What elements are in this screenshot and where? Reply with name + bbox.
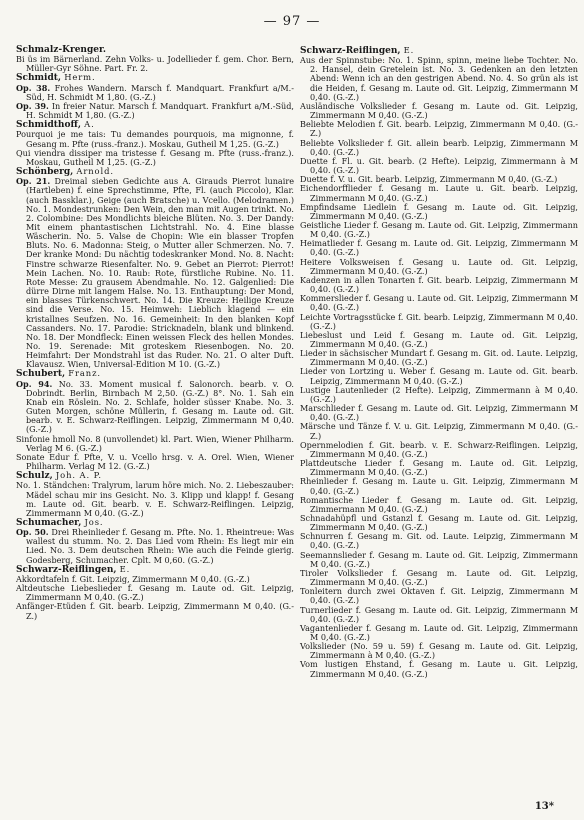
composer-name: Schönberg, (16, 167, 74, 178)
catalog-item: Vagantenlieder f. Gesang m. Laute od. Git. Leipzig, Zimmermann M 0,40. (G.-Z.) (300, 622, 578, 642)
opus-number: Op. 94. (16, 378, 53, 389)
catalog-item: Plattdeutsche Lieder f. Gesang m. Laute od. Git. Leipzig, Zimmermann M 0,40. (G.-Z.) (300, 458, 578, 478)
catalog-entry (16, 167, 294, 369)
catalog-item: Duette f. V. u. Git. bearb. Leipzig, Zimmermann M 0,40. (G.-Z.) (300, 174, 558, 185)
catalog-entry (16, 73, 294, 120)
right-column (300, 46, 578, 679)
composer-name: Schmidt, (16, 73, 62, 84)
catalog-item: Kommerslieder f. Gesang u. Laute od. Git. Leipzig, Zimmermann M 0,40. (G.-Z.) (300, 293, 578, 313)
catalog-item: Bi üs im Bärnerland. Zehn Volks- u. Jodellieder f. gem. Chor. Bern, Müller-Gyr Söhne. Part. Fr. 2. (16, 54, 294, 74)
catalog-item: Turnerlieder f. Gesang m. Laute od. Git. Leipzig, Zimmermann M 0,40. (G.-Z.) (300, 604, 578, 624)
composer-given-name: Jos. (84, 516, 104, 527)
catalog-item: Op. 38. Frohes Wandern. Marsch f. Mandquart. Frankfurt a/M.-Süd, H. Schmidt M 1,80. (G.-Z.) (16, 82, 294, 102)
catalog-item: Romantische Lieder f. Gesang m. Laute od. Git. Leipzig, Zimmermann M 0,40. (G.-Z.) (300, 494, 578, 514)
composer-name: Schwarz-Reiflingen, (300, 46, 401, 56)
catalog-item: Geistliche Lieder f. Gesang m. Laute od. Git. Leipzig, Zimmermann M 0,40. (G.-Z.) (300, 219, 578, 240)
composer-name: Schumacher, (16, 517, 82, 528)
catalog-item: Anfänger-Etüden f. Git. bearb. Leipzig, Zimmermann M 0,40. (G.-Z.) (16, 601, 294, 621)
catalog-item: Märsche und Tänze f. V. u. Git. Leipzig, Zimmermann M 0,40. (G.-Z.) (300, 421, 578, 441)
catalog-item: Tonleitern durch zwei Oktaven f. Git. Leipzig, Zimmermann M 0,40. (G.-Z.) (300, 586, 578, 606)
catalog-item: Op. 21. Dreimal sieben Gedichte aus A. Girauds Pierrot lunaire (Hartleben) f. eine Sprechstimme, Pfte, Fl. (auch Piccolo), Klar. (auch Bassklar.), Geige (auch Bratsche) u. Vcello. (Melodramen.) No. 1. Mondestrunken: Den Wein, den man mit Augen trinkt. No. 2. Colombine: Des Mondlichts bleiche Blüten. No. 3. Der Dandy: Mit einem phantastischen Lichtstrahl. No. 4. Eine blasse Wäscherin. No. 5. Valse de Chopin: Wie ein blasser Tropfen Bluts. No. 6. Madonna: Steig, o Mutter aller Schmerzen. No. 7. Der kranke Mond: Du nächtig todeskranker Mond. No. 8. Nacht: Finstre schwarze Riesenfalter. No. 9. Gebet an Pierrot: Pierrot! Mein Lachen. No. 10. Raub: Rote, fürstliche Rubine. No. 11. Rote Messe: Zu grausem Abendmahle. No. 12. Galgenlied: Die dürre Dirne mit langem Halse. No. 13. Enthauptung: Der Mond, ein blasses Türkenschwert. No. 14. Die Kreuze: Heilige Kreuze sind die Verse. No. 15. Heimweh: Lieblich klagend — ein kristallnes Seufzen. No. 16. Gemeinheit: In den blanken Kopf Cassanders. No. 17. Parodie: Stricknadeln, blank und blinkend. No. 18. Der Mondfleck: Einen weissen Fleck des hellen Mondes. No. 19. Serenade: Mit groteskem Riesenbogen. No. 20. Heimfahrt: Der Mondstrahl ist das Ruder. No. 21. O alter Duft. Klavausz. Wien, Universal-Edition M 10. (G.-Z.) (16, 176, 294, 370)
catalog-item: Sinfonie hmoll No. 8 (unvollendet) kl. Part. Wien, Wiener Philharm. Verlag M 6. (G.-Z.) (16, 433, 294, 453)
catalog-item: Op. 50. Drei Rheinlieder f. Gesang m. Pfte. No. 1. Rheintreue: Was wallest du stumm. No. 2. Das Lied vom Rhein: Es liegt mir ein Lied. No. 3. Dem deutschen Rhein: Wie auch die Feinde gierig. Godesberg, Schumacher. Cplt. M 0,60. (G.-Z.) (16, 527, 294, 565)
catalog-entry (16, 518, 294, 565)
catalog-item: Heitere Volksweisen f. Gesang u. Laute od. Git. Leipzig, Zimmermann M 0,40. (G.-Z.) (300, 256, 578, 276)
catalog-item: Pourquoi je me tais: Tu demandes pourquois, ma mignonne, f. Gesang m. Pfte (russ.-franz.). Moskau, Gutheil M 1,25. (G.-Z.) (16, 129, 294, 149)
catalog-entry (16, 46, 294, 73)
catalog-item: Vom lustigen Ehstand, f. Gesang m. Laute u. Git. Leipzig, Zimmermann M 0,40. (G.-Z.) (300, 659, 578, 679)
catalog-item: Leichte Vortragsstücke f. Git. bearb. Leipzig, Zimmermann M 0,40. (G.-Z.) (300, 311, 578, 331)
catalog-item: Aus der Spinnstube: No. 1. Spinn, spinn, meine liebe Tochter. No. 2. Hansel, dein Gretelein ist. No. 3. Gedenken an den letzten Abend: Wenn ich an den gestrigen Abend. No. 4. So grün als ist die Heiden, f. Gesang m. Laute od. Git. Leipzig, Zimmermann M 0,40. (G.-Z.) (300, 55, 578, 102)
catalog-item: No. 1. Ständchen: Tralyrum, larum höre mich. No. 2. Liebeszauber: Mädel schau mir ins Gesicht. No. 3. Klipp und klapp! f. Gesang m. Laute od. Git. bearb. v. E. Schwarz-Reiflingen. Leipzig, Zimmermann M 0,40. (G.-Z.) (16, 480, 294, 518)
catalog-item: Schnadahüpfl und Gstanzl f. Gesang m. Laute od. Git. Leipzig, Zimmermann M 0,40. (G.-Z.) (300, 512, 578, 533)
catalog-entry (16, 565, 294, 621)
composer-given-name: E. (403, 45, 415, 55)
opus-number: Op. 39. (16, 100, 49, 111)
opus-number: Op. 21. (16, 176, 51, 187)
catalog-item: Volkslieder (No. 59 u. 59) f. Gesang m. Laute od. Git. Leipzig, Zimmermann à M 0,40. (G.-Z.) (300, 641, 578, 661)
opus-number: Op. 38. (16, 82, 51, 93)
composer-name: Schubert, (16, 369, 66, 380)
catalog-item: Op. 39. In freier Natur. Marsch f. Mandquart. Frankfurt a/M.-Süd, H. Schmidt M 1,80. (G.-Z.) (16, 100, 294, 121)
composer-given-name: A. (84, 119, 95, 130)
catalog-item: Heimatlieder f. Gesang m. Laute od. Git. Leipzig, Zimmermann M 0,40. (G.-Z.) (300, 238, 578, 258)
printer-signature: 13* (534, 801, 554, 812)
left-column (16, 46, 294, 621)
catalog-item: Marschlieder f. Gesang m. Laute od. Git. Leipzig, Zimmermann M 0,40. (G.-Z.) (300, 403, 578, 423)
catalog-item: Eichendorfflieder f. Gesang m. Laute u. Git. bearb. Leipzig, Zimmermann M 0,40. (G.-Z.) (300, 183, 578, 203)
catalog-entry (300, 46, 578, 679)
composer-given-name: E. (119, 563, 131, 574)
catalog-item: Akkordtafeln f. Git. Leipzig, Zimmermann M 0,40. (G.-Z.) (16, 573, 250, 584)
catalog-item: Op. 94. No. 33. Moment musical f. Salonorch. bearb. v. O. Dobrindt. Berlin, Birnbach M 2,50. (G.-Z.) 8°. No. 1. Sah ein Knab ein Röslein. No. 2. Schlafe, holder süsser Knabe. No. 3. Guten Morgen, schöne Müllerin, f. Gesang m. Laute od. Git. bearb. v. E. Schwarz-Reiflingen. Leipzig, Zimmermann M 0,40. (G.-Z.) (16, 378, 294, 435)
composer-name: Schwarz-Reiflingen, (16, 564, 117, 575)
catalog-item: Beliebte Volkslieder f. Git. allein bearb. Leipzig, Zimmermann M 0,40. (G.-Z.) (300, 137, 578, 157)
catalog-item: Altdeutsche Liebeslieder f. Gesang m. Laute od. Git. Leipzig, Zimmermann M 0,40. (G.-Z.) (16, 583, 294, 603)
catalog-item: Qui viendra dissiper ma tristesse f. Gesang m. Pfte (russ.-franz.). Moskau, Gutheil M 1,25. (G.-Z.) (16, 147, 294, 167)
catalog-item: Beliebte Melodien f. Git. bearb. Leipzig, Zimmermann M 0,40. (G.-Z.) (300, 119, 578, 139)
composer-given-name: Herm. (64, 72, 96, 83)
composer-name: Schmidthoff, (16, 120, 81, 131)
catalog-item: Sonate Edur f. Pfte, V. u. Vcello hrsg. v. A. Orel. Wien, Wiener Philharm. Verlag M 12. (G.-Z.) (16, 451, 294, 472)
catalog-item: Empfindsame Liedlein f. Gesang m. Laute od. Git. Leipzig, Zimmermann M 0,40. (G.-Z.) (300, 201, 578, 221)
catalog-item: Duette f. Fl. u. Git. bearb. (2 Hefte). Leipzig, Zimmermann à M 0,40. (G.-Z.) (300, 155, 578, 176)
catalog-entry (16, 120, 294, 167)
catalog-entry (16, 369, 294, 471)
page-number: — 97 — (263, 14, 321, 29)
composer-name: Schmalz-Krenger. (16, 45, 107, 55)
catalog-item: Tiroler Volkslieder f. Gesang m. Laute od. Git. Leipzig, Zimmermann M 0,40. (G.-Z.) (300, 567, 578, 588)
catalog-item: Schnurren f. Gesang m. Git. od. Laute. Leipzig, Zimmermann M 0,40. (G.-Z.) (300, 531, 578, 551)
catalog-item: Lieder von Lortzing u. Weber f. Gesang m. Laute od. Git. bearb. Leipzig, Zimmermann M 0,40. (G.-Z.) (300, 366, 578, 386)
catalog-item: Liebeslust und Leid f. Gesang m. Laute od. Git. Leipzig, Zimmermann M 0,40. (G.-Z.) (300, 329, 578, 349)
composer-given-name: Arnold. (76, 166, 114, 177)
composer-given-name: Franz. (68, 368, 101, 379)
catalog-item: Lustige Lautenlieder (2 Hefte). Leipzig, Zimmermann à M 0,40. (G.-Z.) (300, 384, 578, 404)
composer-name: Schulz, (16, 471, 53, 482)
catalog-item: Ausländische Volkslieder f. Gesang m. Laute od. Git. Leipzig, Zimmermann M 0,40. (G.-Z.) (300, 100, 578, 121)
catalog-item: Seemannslieder f. Gesang m. Laute od. Git. Leipzig, Zimmermann M 0,40. (G.-Z.) (300, 549, 578, 569)
catalog-item: Lieder in sächsischer Mundart f. Gesang m. Git. od. Laute. Leipzig, Zimmermann M 0,40. (G.-Z.) (300, 348, 578, 368)
catalog-item: Opernmelodien f. Git. bearb. v. E. Schwarz-Reiflingen. Leipzig, Zimmermann M 0,40. (G.-Z.) (300, 439, 578, 459)
catalog-item: Rheinlieder f. Gesang m. Laute u. Git. Leipzig, Zimmermann M 0,40. (G.-Z.) (300, 476, 578, 496)
opus-number: Op. 50. (16, 527, 49, 538)
composer-given-name: Joh. A. P. (55, 470, 102, 481)
catalog-entry (16, 471, 294, 518)
catalog-item: Kadenzen in allen Tonarten f. Git. bearb. Leipzig, Zimmermann M 0,40. (G.-Z.) (300, 274, 578, 295)
